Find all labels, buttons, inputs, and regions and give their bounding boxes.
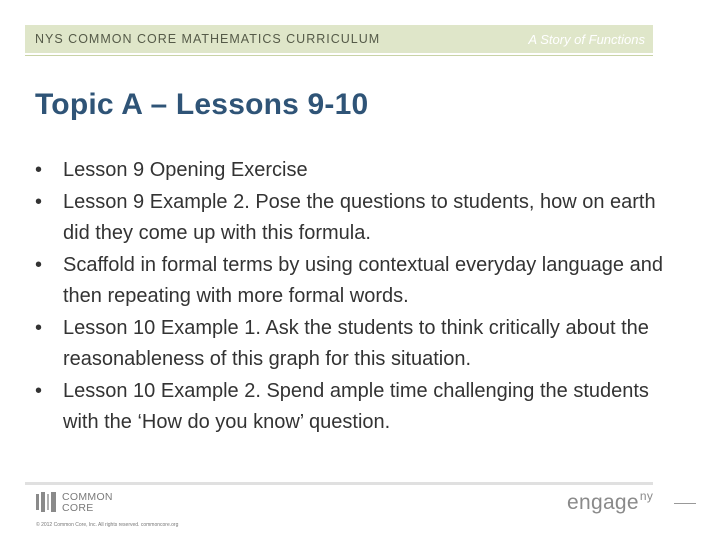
common-core-mark-icon (36, 492, 58, 512)
bullet-dot-icon: • (35, 316, 43, 339)
bullet-text: Lesson 10 Example 1. Ask the students to think critically about the reasonableness of this graph for this situation. (63, 316, 649, 370)
bullet-dot-icon: • (35, 379, 43, 402)
bullet-text: Lesson 9 Opening Exercise (63, 159, 308, 181)
header-bar (25, 25, 653, 53)
curriculum-label: NYS COMMON CORE MATHEMATICS CURRICULUM (35, 32, 381, 46)
bullet-list (35, 155, 685, 439)
engageny-logo (567, 491, 653, 515)
bullet-text: Scaffold in formal terms by using contextual everyday language and then repeating with more formal words. (63, 253, 663, 307)
bullet-item (35, 187, 685, 250)
engage-wordmark: engage (567, 491, 639, 514)
bullet-item (35, 376, 685, 439)
footer-divider (25, 482, 653, 485)
logo-line-common: COMMON (62, 491, 113, 503)
bullet-dot-icon: • (35, 159, 43, 181)
common-core-wordmark (62, 492, 113, 513)
bullet-text: Lesson 10 Example 2. Spend ample time challenging the students with the ‘How do you know’ question. (63, 379, 649, 433)
bullet-text: Lesson 9 Example 2. Pose the questions to students, how on earth did they come up with this formula. (63, 190, 656, 244)
page-title: Topic A – Lessons 9-10 (35, 88, 369, 121)
course-label: A Story of Functions (528, 31, 645, 47)
common-core-logo (36, 492, 113, 513)
ny-superscript: ny (639, 489, 654, 503)
bullet-item (35, 155, 685, 187)
bullet-item (35, 313, 685, 376)
copyright-notice: © 2012 Common Core, Inc. All rights reserved. commoncore.org (36, 522, 179, 528)
footer-dash (674, 503, 696, 504)
bullet-dot-icon: • (35, 253, 43, 276)
header-divider (25, 55, 653, 56)
bullet-dot-icon: • (35, 190, 43, 213)
logo-line-core: CORE (62, 501, 94, 514)
bullet-item (35, 250, 685, 313)
